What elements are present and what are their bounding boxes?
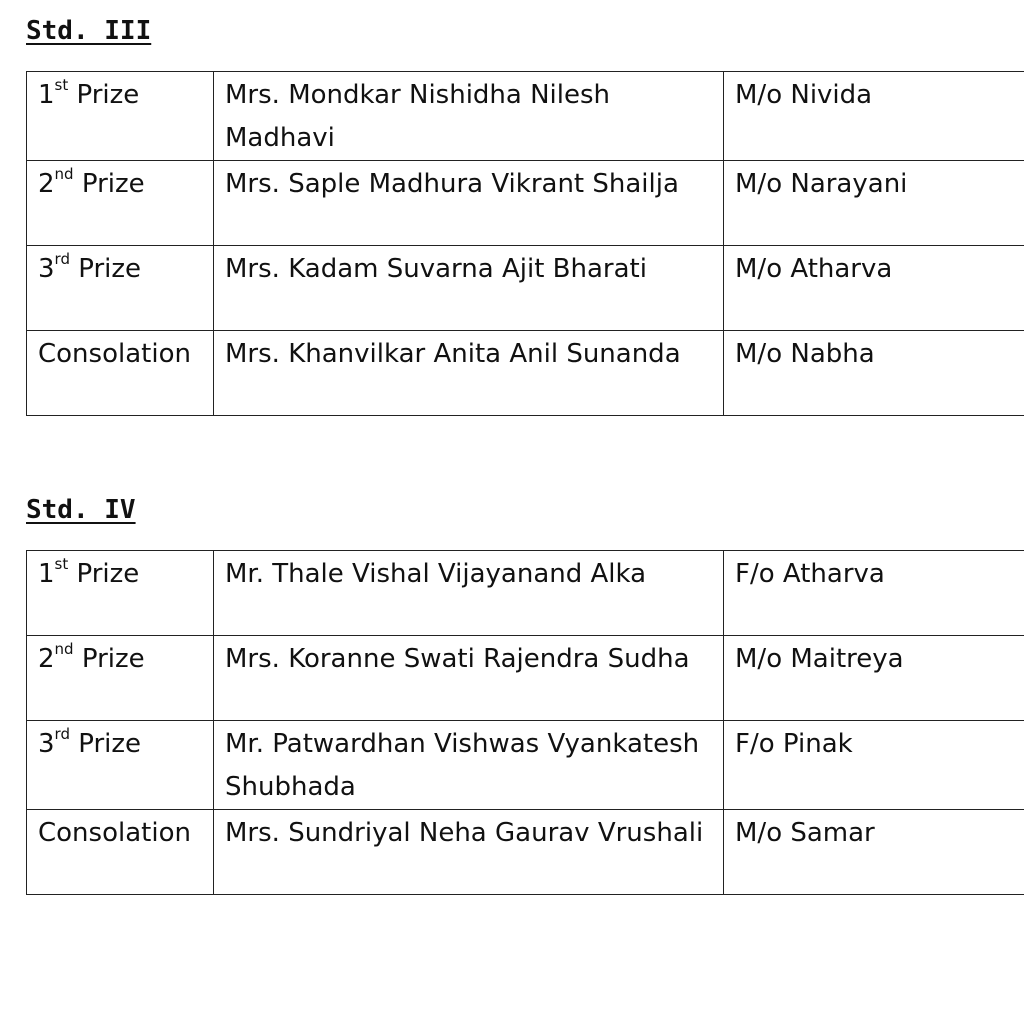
winner-name-cell: Mrs. Koranne Swati Rajendra Sudha xyxy=(214,636,724,721)
table-row xyxy=(27,161,1024,246)
prize-ordinal-suffix: rd xyxy=(54,250,70,269)
prize-table xyxy=(26,71,1024,416)
prize-number: Consolation xyxy=(38,818,191,848)
prize-number: 3 xyxy=(38,729,55,759)
prize-ordinal-suffix: nd xyxy=(54,165,74,184)
table-row xyxy=(27,721,1024,810)
prize-number: Consolation xyxy=(38,339,191,369)
prize-cell xyxy=(27,331,214,416)
table-row xyxy=(27,810,1024,895)
prize-cell xyxy=(27,810,214,895)
prize-word: Prize xyxy=(69,254,142,284)
winner-name-cell: Mrs. Saple Madhura Vikrant Shailja xyxy=(214,161,724,246)
winner-name-cell: Mrs. Khanvilkar Anita Anil Sunanda xyxy=(214,331,724,416)
relation-cell: M/o Nabha xyxy=(724,331,1024,416)
table-row xyxy=(27,72,1024,161)
prize-ordinal-suffix: nd xyxy=(54,640,74,659)
section-heading: Std. III xyxy=(26,16,152,46)
winner-name-cell: Mrs. Sundriyal Neha Gaurav Vrushali xyxy=(214,810,724,895)
prize-word: Prize xyxy=(68,559,140,589)
prize-ordinal-suffix: st xyxy=(54,76,69,95)
prize-word: Prize xyxy=(68,80,140,110)
prize-ordinal-suffix: st xyxy=(54,555,69,574)
prize-number: 1 xyxy=(38,559,55,589)
relation-cell: M/o Narayani xyxy=(724,161,1024,246)
winner-name-cell: Mr. Thale Vishal Vijayanand Alka xyxy=(214,551,724,636)
prize-table xyxy=(26,550,1024,895)
winner-name-cell: Mrs. Kadam Suvarna Ajit Bharati xyxy=(214,246,724,331)
relation-cell: M/o Maitreya xyxy=(724,636,1024,721)
prize-number: 3 xyxy=(38,254,55,284)
prize-ordinal-suffix: rd xyxy=(54,725,70,744)
prize-word: Prize xyxy=(73,169,145,199)
prize-number: 2 xyxy=(38,644,55,674)
relation-cell: F/o Atharva xyxy=(724,551,1024,636)
table-row xyxy=(27,551,1024,636)
table-row xyxy=(27,331,1024,416)
section-std-iii xyxy=(26,14,1024,416)
relation-cell: M/o Samar xyxy=(724,810,1024,895)
table-row xyxy=(27,246,1024,331)
section-std-iv xyxy=(26,493,1024,895)
relation-cell: M/o Atharva xyxy=(724,246,1024,331)
prize-cell xyxy=(27,161,214,246)
winner-name-cell: Mr. Patwardhan Vishwas Vyankatesh Shubhada xyxy=(214,721,724,810)
prize-cell xyxy=(27,551,214,636)
prize-cell xyxy=(27,246,214,331)
winner-name-cell: Mrs. Mondkar Nishidha Nilesh Madhavi xyxy=(214,72,724,161)
relation-cell: F/o Pinak xyxy=(724,721,1024,810)
prize-word: Prize xyxy=(69,729,142,759)
prize-cell xyxy=(27,721,214,810)
prize-number: 2 xyxy=(38,169,55,199)
prize-number: 1 xyxy=(38,80,55,110)
section-heading: Std. IV xyxy=(26,495,136,525)
relation-cell: M/o Nivida xyxy=(724,72,1024,161)
prize-cell xyxy=(27,636,214,721)
prize-cell xyxy=(27,72,214,161)
table-row xyxy=(27,636,1024,721)
prize-word: Prize xyxy=(73,644,145,674)
